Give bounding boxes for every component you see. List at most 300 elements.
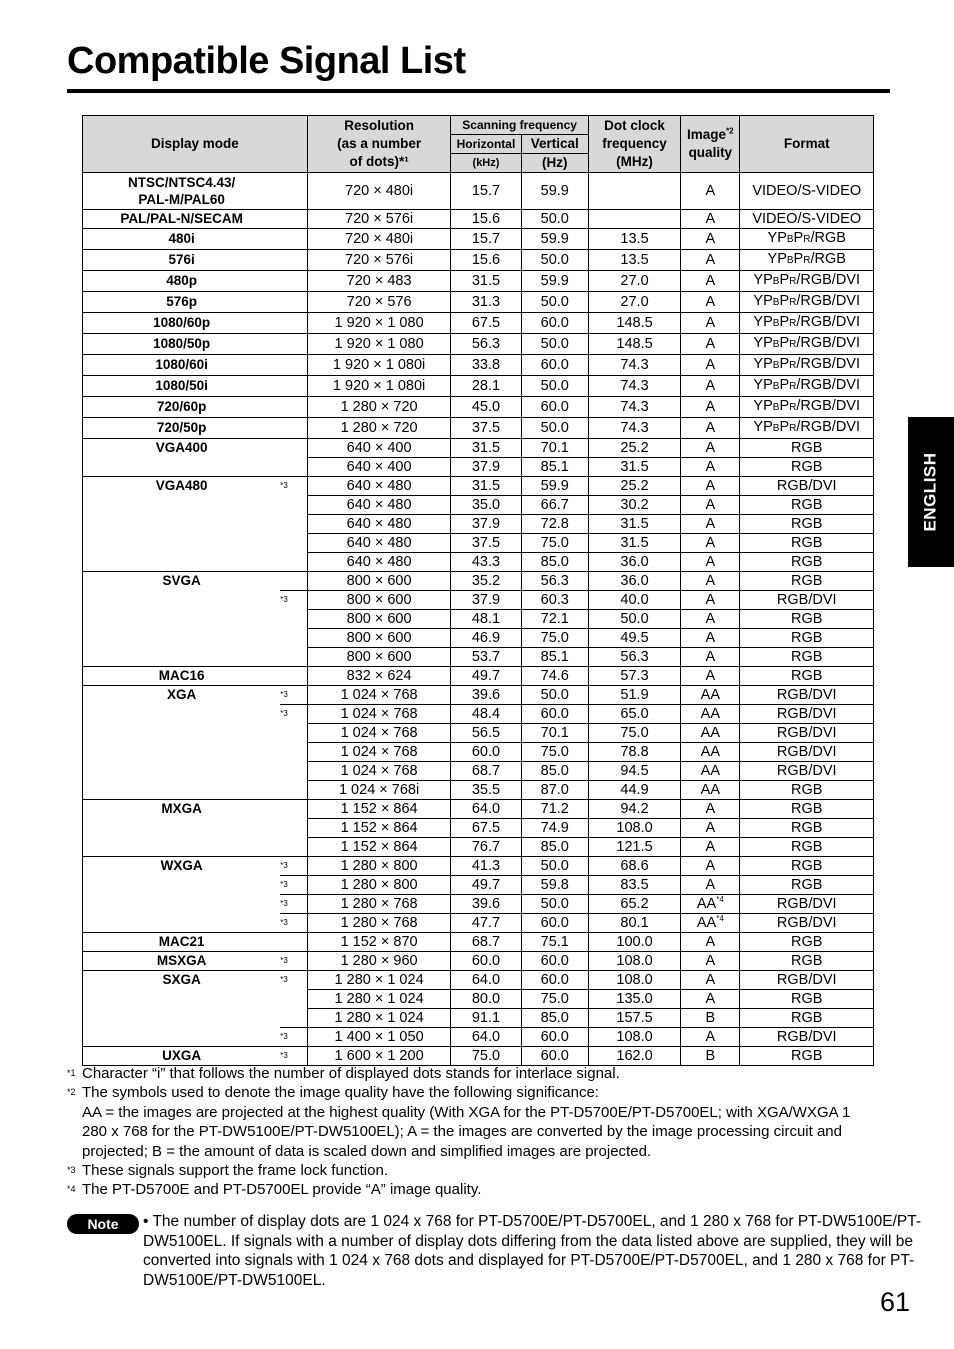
horizontal-frequency-cell: 15.7 <box>451 229 521 250</box>
frame-lock-mark <box>280 271 307 292</box>
image-quality-cell: A <box>681 313 740 334</box>
table-row <box>83 439 874 458</box>
frame-lock-mark <box>280 534 307 553</box>
format-cell: RGB/DVI <box>740 705 874 724</box>
image-quality-cell: A <box>681 876 740 895</box>
image-quality-cell: AA <box>681 743 740 762</box>
image-quality-cell: A <box>681 952 740 971</box>
resolution-cell: 1 920 × 1 080i <box>307 376 451 397</box>
table-row <box>83 313 874 334</box>
resolution-cell: 720 × 576 <box>307 292 451 313</box>
format-cell: RGB/DVI <box>740 686 874 705</box>
image-quality-cell: A <box>681 210 740 229</box>
footnote <box>67 1083 867 1102</box>
resolution-cell: 640 × 480 <box>307 534 451 553</box>
header-resolution: Resolution (as a number of dots)*¹ <box>307 116 451 173</box>
display-mode-cell: MAC16 <box>83 667 281 686</box>
footnote-mark: *1 <box>67 1068 76 1078</box>
dot-clock-cell: 30.2 <box>588 496 680 515</box>
format-cell: VIDEO/S-VIDEO <box>740 210 874 229</box>
vertical-frequency-cell: 85.0 <box>521 838 588 857</box>
image-quality-cell: A <box>681 418 740 439</box>
resolution-cell: 1 152 × 864 <box>307 819 451 838</box>
dot-clock-cell: 57.3 <box>588 667 680 686</box>
horizontal-frequency-cell: 35.0 <box>451 496 521 515</box>
footnote-mark: *3 <box>67 1165 76 1176</box>
resolution-cell: 800 × 600 <box>307 648 451 667</box>
dot-clock-cell <box>588 173 680 210</box>
frame-lock-mark <box>280 397 307 418</box>
frame-lock-mark <box>280 781 307 800</box>
horizontal-frequency-cell: 75.0 <box>451 1047 521 1066</box>
image-quality-cell: AA$^{*4}$ <box>681 914 740 933</box>
dot-clock-cell: 27.0 <box>588 271 680 292</box>
vertical-frequency-cell: 85.1 <box>521 648 588 667</box>
dot-clock-cell: 49.5 <box>588 629 680 648</box>
header-display-mode: Display mode <box>83 116 308 173</box>
resolution-cell: 720 × 576i <box>307 210 451 229</box>
page-number: 61 <box>880 1287 911 1317</box>
resolution-cell: 1 024 × 768 <box>307 762 451 781</box>
dot-clock-cell <box>588 210 680 229</box>
image-quality-cell: A <box>681 292 740 313</box>
format-cell: YPBPR/RGB/DVI <box>740 418 874 439</box>
display-mode-cell <box>83 629 281 648</box>
footnote-text: The PT-D5700E and PT-D5700EL provide “A” image quality. <box>82 1181 482 1199</box>
dot-clock-cell: 40.0 <box>588 591 680 610</box>
dot-clock-cell: 13.5 <box>588 250 680 271</box>
vertical-frequency-cell: 50.0 <box>521 418 588 439</box>
resolution-cell: 800 × 600 <box>307 591 451 610</box>
format-cell: RGB <box>740 1047 874 1066</box>
horizontal-frequency-cell: 48.1 <box>451 610 521 629</box>
table-row <box>83 819 874 838</box>
frame-lock-mark <box>280 838 307 857</box>
horizontal-frequency-cell: 91.1 <box>451 1009 521 1028</box>
resolution-cell: 1 152 × 864 <box>307 838 451 857</box>
table-row <box>83 553 874 572</box>
format-cell: RGB <box>740 648 874 667</box>
format-cell: RGB/DVI <box>740 743 874 762</box>
vertical-frequency-cell: 70.1 <box>521 724 588 743</box>
display-mode-cell <box>83 1028 281 1047</box>
image-quality-cell: A <box>681 857 740 876</box>
resolution-cell: 1 280 × 720 <box>307 418 451 439</box>
image-quality-cell: B <box>681 1009 740 1028</box>
resolution-cell: 1 024 × 768i <box>307 781 451 800</box>
table-row <box>83 914 874 933</box>
resolution-cell: 720 × 480i <box>307 229 451 250</box>
display-mode-cell: MXGA <box>83 800 281 819</box>
vertical-frequency-cell: 74.6 <box>521 667 588 686</box>
table-row <box>83 629 874 648</box>
horizontal-frequency-cell: 15.6 <box>451 250 521 271</box>
table-row <box>83 838 874 857</box>
table-row <box>83 952 874 971</box>
vertical-frequency-cell: 66.7 <box>521 496 588 515</box>
horizontal-frequency-cell: 37.9 <box>451 515 521 534</box>
vertical-frequency-cell: 50.0 <box>521 376 588 397</box>
image-quality-cell: A <box>681 819 740 838</box>
frame-lock-mark: *3 <box>280 914 307 933</box>
format-cell: RGB/DVI <box>740 914 874 933</box>
table-row <box>83 876 874 895</box>
image-quality-cell: AA$^{*4}$ <box>681 895 740 914</box>
resolution-cell: 1 024 × 768 <box>307 724 451 743</box>
horizontal-frequency-cell: 80.0 <box>451 990 521 1009</box>
footnotes <box>67 1064 867 1200</box>
table-row <box>83 1009 874 1028</box>
dot-clock-cell: 94.2 <box>588 800 680 819</box>
vertical-frequency-cell: 50.0 <box>521 895 588 914</box>
dot-clock-cell: 25.2 <box>588 477 680 496</box>
frame-lock-mark: *3 <box>280 895 307 914</box>
frame-lock-mark <box>280 250 307 271</box>
display-mode-cell <box>83 534 281 553</box>
horizontal-frequency-cell: 37.5 <box>451 534 521 553</box>
resolution-cell: 640 × 400 <box>307 439 451 458</box>
frame-lock-mark <box>280 334 307 355</box>
vertical-frequency-cell: 59.9 <box>521 477 588 496</box>
vertical-frequency-cell: 50.0 <box>521 292 588 313</box>
image-quality-cell: A <box>681 572 740 591</box>
dot-clock-cell: 74.3 <box>588 376 680 397</box>
horizontal-frequency-cell: 53.7 <box>451 648 521 667</box>
resolution-cell: 800 × 600 <box>307 572 451 591</box>
dot-clock-cell: 36.0 <box>588 553 680 572</box>
vertical-frequency-cell: 60.0 <box>521 313 588 334</box>
display-mode-line: PAL-M/PAL60 <box>138 192 225 207</box>
format-cell: RGB <box>740 458 874 477</box>
display-mode-cell: 1080/60p <box>83 313 281 334</box>
resolution-cell: 1 024 × 768 <box>307 705 451 724</box>
vertical-frequency-cell: 85.0 <box>521 762 588 781</box>
frame-lock-mark <box>280 418 307 439</box>
image-quality-cell: A <box>681 800 740 819</box>
header-horizontal: Horizontal <box>451 135 521 154</box>
frame-lock-mark <box>280 800 307 819</box>
image-quality-cell: A <box>681 355 740 376</box>
format-cell: RGB <box>740 515 874 534</box>
display-mode-cell <box>83 553 281 572</box>
frame-lock-mark <box>280 458 307 477</box>
image-quality-cell: A <box>681 515 740 534</box>
horizontal-frequency-cell: 64.0 <box>451 971 521 990</box>
resolution-cell: 1 152 × 870 <box>307 933 451 952</box>
header-horizontal-unit: (kHz) <box>451 154 521 173</box>
vertical-frequency-cell: 85.0 <box>521 553 588 572</box>
horizontal-frequency-cell: 56.3 <box>451 334 521 355</box>
vertical-frequency-cell: 59.9 <box>521 229 588 250</box>
display-mode-cell <box>83 724 281 743</box>
display-mode-cell <box>83 648 281 667</box>
format-cell: RGB <box>740 952 874 971</box>
vertical-frequency-cell: 75.1 <box>521 933 588 952</box>
resolution-cell: 720 × 483 <box>307 271 451 292</box>
frame-lock-mark <box>280 933 307 952</box>
vertical-frequency-cell: 74.9 <box>521 819 588 838</box>
format-cell: YPBPR/RGB/DVI <box>740 313 874 334</box>
display-mode-cell <box>83 1009 281 1028</box>
format-cell: RGB <box>740 933 874 952</box>
display-mode-cell <box>83 990 281 1009</box>
frame-lock-mark <box>280 724 307 743</box>
image-quality-cell: AA <box>681 686 740 705</box>
header-dot-clock: Dot clock frequency (MHz) <box>588 116 680 173</box>
format-cell: YPBPR/RGB/DVI <box>740 292 874 313</box>
image-quality-cell: AA <box>681 781 740 800</box>
horizontal-frequency-cell: 37.9 <box>451 458 521 477</box>
resolution-cell: 800 × 600 <box>307 629 451 648</box>
vertical-frequency-cell: 60.3 <box>521 591 588 610</box>
dot-clock-cell: 74.3 <box>588 355 680 376</box>
horizontal-frequency-cell: 37.9 <box>451 591 521 610</box>
display-mode-cell: 1080/60i <box>83 355 281 376</box>
display-mode-cell <box>83 914 281 933</box>
resolution-cell: 720 × 480i <box>307 173 451 210</box>
vertical-frequency-cell: 50.0 <box>521 210 588 229</box>
title-divider <box>67 89 890 93</box>
image-quality-cell: A <box>681 667 740 686</box>
resolution-cell: 640 × 480 <box>307 553 451 572</box>
frame-lock-mark <box>280 762 307 781</box>
frame-lock-mark: *3 <box>280 686 307 705</box>
table-row <box>83 477 874 496</box>
resolution-cell: 1 152 × 864 <box>307 800 451 819</box>
frame-lock-mark <box>280 313 307 334</box>
image-quality-cell: A <box>681 648 740 667</box>
footnote-text: Character “i” that follows the number of displayed dots stands for interlace signal. <box>82 1065 620 1082</box>
format-cell: RGB <box>740 439 874 458</box>
horizontal-frequency-cell: 68.7 <box>451 933 521 952</box>
footnote <box>67 1161 867 1180</box>
dot-clock-cell: 75.0 <box>588 724 680 743</box>
display-mode-cell <box>83 705 281 724</box>
display-mode-cell <box>83 895 281 914</box>
resolution-cell: 1 280 × 1 024 <box>307 990 451 1009</box>
display-mode-cell <box>83 591 281 610</box>
display-mode-cell <box>83 496 281 515</box>
frame-lock-mark: *3 <box>280 477 307 496</box>
frame-lock-mark <box>280 572 307 591</box>
vertical-frequency-cell: 60.0 <box>521 355 588 376</box>
display-mode-cell <box>83 743 281 762</box>
horizontal-frequency-cell: 31.5 <box>451 477 521 496</box>
frame-lock-mark: *3 <box>280 1028 307 1047</box>
vertical-frequency-cell: 56.3 <box>521 572 588 591</box>
vertical-frequency-cell: 87.0 <box>521 781 588 800</box>
display-mode-cell: 480i <box>83 229 281 250</box>
display-mode-cell: 576p <box>83 292 281 313</box>
horizontal-frequency-cell: 64.0 <box>451 1028 521 1047</box>
display-mode-cell <box>83 610 281 629</box>
frame-lock-mark <box>280 496 307 515</box>
image-quality-cell: A <box>681 458 740 477</box>
image-quality-cell: A <box>681 629 740 648</box>
horizontal-frequency-cell: 56.5 <box>451 724 521 743</box>
format-cell: RGB <box>740 572 874 591</box>
format-cell: RGB <box>740 1009 874 1028</box>
vertical-frequency-cell: 59.9 <box>521 271 588 292</box>
image-quality-cell: A <box>681 591 740 610</box>
frame-lock-mark <box>280 553 307 572</box>
table-row <box>83 610 874 629</box>
display-mode-cell: XGA <box>83 686 281 705</box>
dot-clock-cell: 135.0 <box>588 990 680 1009</box>
dot-clock-cell: 50.0 <box>588 610 680 629</box>
resolution-cell: 1 024 × 768 <box>307 743 451 762</box>
dot-clock-cell: 74.3 <box>588 397 680 418</box>
display-mode-cell <box>83 781 281 800</box>
dot-clock-cell: 121.5 <box>588 838 680 857</box>
language-tab-label: ENGLISH <box>921 452 940 532</box>
frame-lock-mark <box>280 515 307 534</box>
horizontal-frequency-cell: 39.6 <box>451 895 521 914</box>
image-quality-cell: A <box>681 334 740 355</box>
table-row <box>83 418 874 439</box>
signal-table-body <box>83 173 874 1066</box>
vertical-frequency-cell: 72.8 <box>521 515 588 534</box>
table-row <box>83 210 874 229</box>
format-cell: RGB <box>740 781 874 800</box>
vertical-frequency-cell: 71.2 <box>521 800 588 819</box>
format-cell: RGB <box>740 876 874 895</box>
vertical-frequency-cell: 59.8 <box>521 876 588 895</box>
resolution-cell: 720 × 576i <box>307 250 451 271</box>
display-mode-cell <box>83 458 281 477</box>
dot-clock-cell: 13.5 <box>588 229 680 250</box>
format-cell: YPBPR/RGB/DVI <box>740 376 874 397</box>
image-quality-cell: A <box>681 397 740 418</box>
dot-clock-cell: 157.5 <box>588 1009 680 1028</box>
frame-lock-mark <box>280 355 307 376</box>
table-row <box>83 705 874 724</box>
format-cell: RGB <box>740 857 874 876</box>
dot-clock-cell: 65.2 <box>588 895 680 914</box>
header-vertical-unit: (Hz) <box>521 154 588 173</box>
format-cell: RGB <box>740 838 874 857</box>
table-row <box>83 355 874 376</box>
table-row <box>83 1028 874 1047</box>
vertical-frequency-cell: 85.1 <box>521 458 588 477</box>
table-row <box>83 990 874 1009</box>
dot-clock-cell: 74.3 <box>588 418 680 439</box>
frame-lock-mark <box>280 439 307 458</box>
footnote-text: AA = the images are projected at the highest quality (With XGA for the PT-D5700E/PT-D5700EL; with XGA/WXGA 1 280 x 768 for the PT-DW5100E/PT-DW5100EL); A = the images are converted by the image processing circuit and projected; B = the amount of data is scaled down and simplified images are projected. <box>82 1103 851 1160</box>
format-cell: RGB/DVI <box>740 895 874 914</box>
dot-clock-cell: 56.3 <box>588 648 680 667</box>
display-mode-cell <box>83 876 281 895</box>
horizontal-frequency-cell: 35.5 <box>451 781 521 800</box>
display-mode-cell: 480p <box>83 271 281 292</box>
dot-clock-cell: 83.5 <box>588 876 680 895</box>
display-mode-cell: SXGA <box>83 971 281 990</box>
table-row <box>83 667 874 686</box>
horizontal-frequency-cell: 31.5 <box>451 271 521 292</box>
horizontal-frequency-cell: 28.1 <box>451 376 521 397</box>
frame-lock-mark <box>280 292 307 313</box>
display-mode-cell: PAL/PAL-N/SECAM <box>83 210 281 229</box>
vertical-frequency-cell: 60.0 <box>521 1028 588 1047</box>
dot-clock-cell: 108.0 <box>588 971 680 990</box>
format-cell: RGB/DVI <box>740 591 874 610</box>
horizontal-frequency-cell: 31.5 <box>451 439 521 458</box>
table-row <box>83 173 874 210</box>
table-row <box>83 762 874 781</box>
horizontal-frequency-cell: 15.6 <box>451 210 521 229</box>
vertical-frequency-cell: 60.0 <box>521 952 588 971</box>
format-cell: YPBPR/RGB <box>740 250 874 271</box>
resolution-cell: 800 × 600 <box>307 610 451 629</box>
format-cell: RGB <box>740 610 874 629</box>
image-quality-cell: AA <box>681 705 740 724</box>
image-quality-cell: A <box>681 496 740 515</box>
resolution-cell: 640 × 480 <box>307 496 451 515</box>
resolution-cell: 1 920 × 1 080 <box>307 313 451 334</box>
resolution-cell: 1 280 × 960 <box>307 952 451 971</box>
dot-clock-cell: 78.8 <box>588 743 680 762</box>
display-mode-cell <box>83 819 281 838</box>
frame-lock-mark: *3 <box>280 971 307 990</box>
table-row <box>83 271 874 292</box>
resolution-cell: 1 280 × 800 <box>307 876 451 895</box>
format-cell: RGB <box>740 553 874 572</box>
horizontal-frequency-cell: 43.3 <box>451 553 521 572</box>
footnote <box>67 1103 867 1161</box>
image-quality-cell: AA <box>681 762 740 781</box>
dot-clock-cell: 94.5 <box>588 762 680 781</box>
frame-lock-mark <box>280 648 307 667</box>
table-row <box>83 895 874 914</box>
display-mode-cell <box>83 515 281 534</box>
note-text: • The number of display dots are 1 024 x 768 for PT-D5700E/PT-D5700EL, and 1 280 x 768 for PT-DW5100E/PT-DW5100EL. If signals with a number of display dots differing from the data listed above are supplied, they will be converted into signals with 1 024 x 768 dots and displayed for PT-D5700E/PT-D5700EL, and 1 280 x 768 for PT-DW5100E/PT-DW5100EL. <box>143 1213 921 1289</box>
horizontal-frequency-cell: 49.7 <box>451 876 521 895</box>
resolution-cell: 832 × 624 <box>307 667 451 686</box>
resolution-cell: 640 × 480 <box>307 477 451 496</box>
vertical-frequency-cell: 50.0 <box>521 334 588 355</box>
horizontal-frequency-cell: 67.5 <box>451 819 521 838</box>
frame-lock-mark <box>280 819 307 838</box>
image-quality-cell: A <box>681 376 740 397</box>
frame-lock-mark <box>280 229 307 250</box>
frame-lock-mark <box>280 667 307 686</box>
frame-lock-mark: *3 <box>280 857 307 876</box>
horizontal-frequency-cell: 49.7 <box>451 667 521 686</box>
table-row <box>83 376 874 397</box>
vertical-frequency-cell: 85.0 <box>521 1009 588 1028</box>
table-row <box>83 229 874 250</box>
vertical-frequency-cell: 59.9 <box>521 173 588 210</box>
dot-clock-cell: 108.0 <box>588 952 680 971</box>
footnote <box>67 1064 867 1083</box>
format-cell: RGB <box>740 990 874 1009</box>
image-quality-cell: A <box>681 553 740 572</box>
dot-clock-cell: 80.1 <box>588 914 680 933</box>
header-vertical: Vertical <box>521 135 588 154</box>
resolution-cell: 640 × 400 <box>307 458 451 477</box>
format-cell: RGB/DVI <box>740 477 874 496</box>
dot-clock-cell: 108.0 <box>588 1028 680 1047</box>
header-format: Format <box>740 116 874 173</box>
format-cell: YPBPR/RGB/DVI <box>740 397 874 418</box>
compatible-signal-table <box>82 115 874 1066</box>
dot-clock-cell: 148.5 <box>588 334 680 355</box>
format-cell: RGB <box>740 496 874 515</box>
frame-lock-mark <box>280 173 307 210</box>
dot-clock-cell: 36.0 <box>588 572 680 591</box>
horizontal-frequency-cell: 46.9 <box>451 629 521 648</box>
image-quality-cell: A <box>681 477 740 496</box>
